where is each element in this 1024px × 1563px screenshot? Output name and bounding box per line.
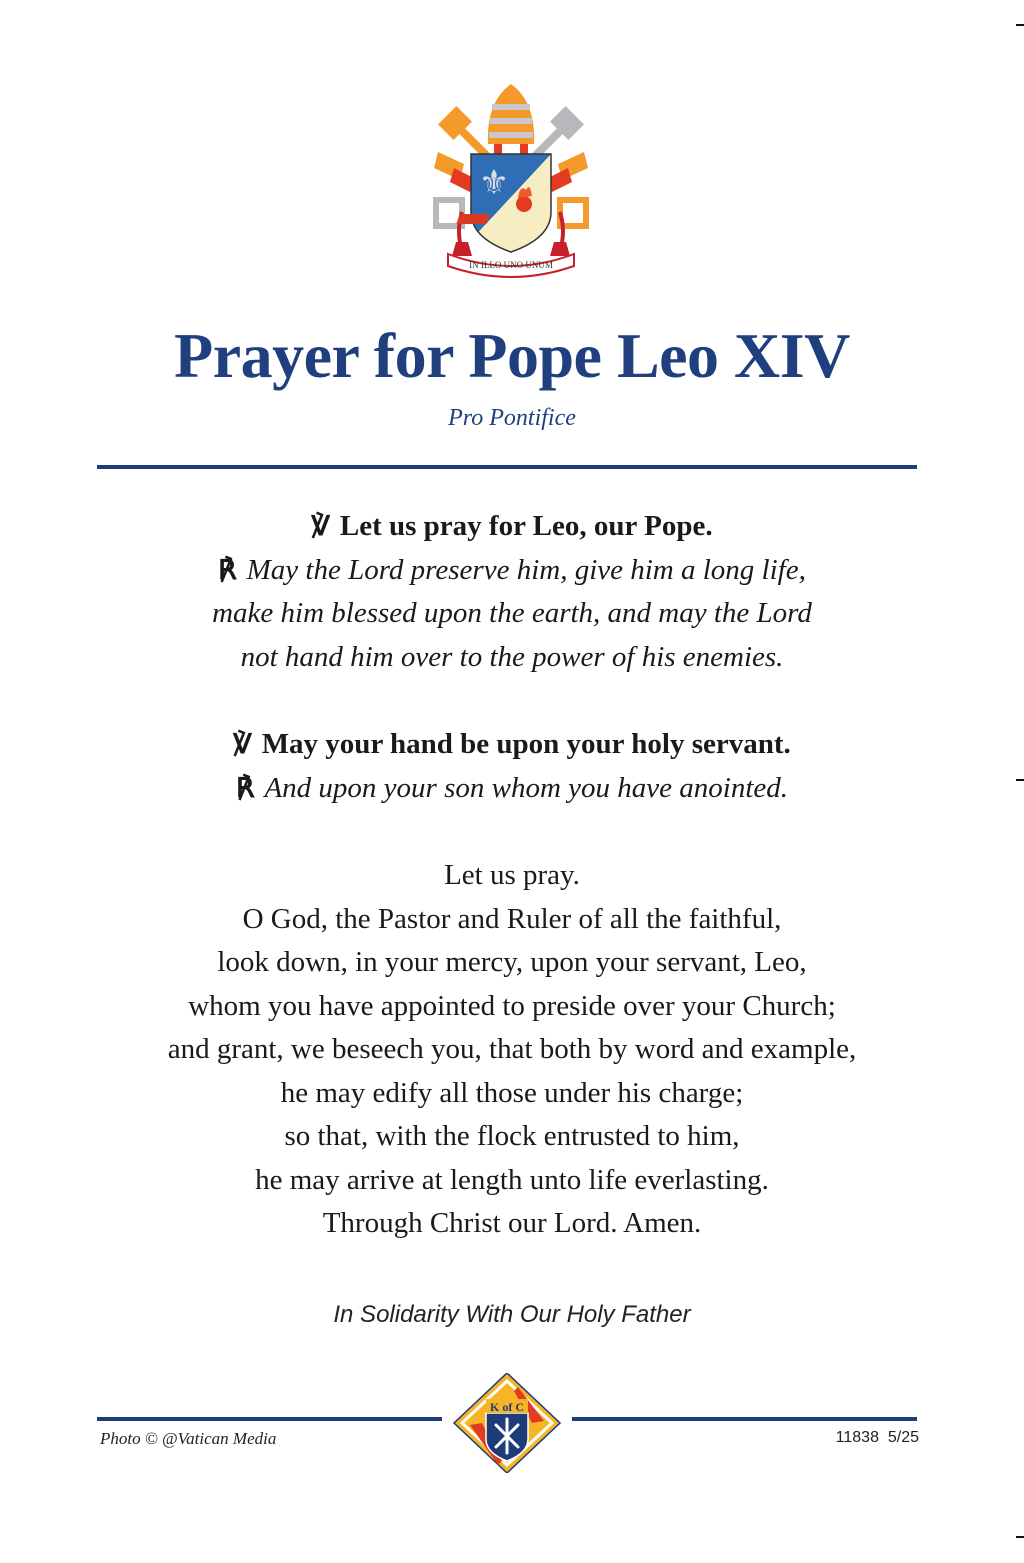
svg-text:⚜: ⚜ — [478, 163, 510, 203]
response-line — [60, 767, 964, 811]
oration-line: Let us pray. — [444, 859, 580, 891]
versicle-response-block-2 — [60, 723, 964, 810]
versicle-text: May your hand be upon your holy servant. — [261, 728, 791, 760]
crop-mark-top — [1016, 24, 1024, 26]
oration-line: whom you have appointed to preside over your Church; — [188, 989, 836, 1022]
versicle-symbol-icon: ℣ — [311, 511, 330, 541]
emblem-text: K of C — [490, 1400, 524, 1414]
page-subtitle: Pro Pontifice — [448, 405, 576, 431]
versicle-line — [60, 723, 964, 767]
solidarity-tagline: In Solidarity With Our Holy Father — [333, 1301, 691, 1328]
oration-line: O God, the Pastor and Ruler of all the faithful, — [242, 902, 782, 935]
versicle-text: Let us pray for Leo, our Pope. — [339, 510, 713, 542]
crop-mark-middle — [1016, 779, 1024, 781]
knights-of-columbus-emblem-icon — [452, 1373, 562, 1473]
response-line: make him blessed upon the earth, and may the Lord — [212, 597, 812, 629]
papal-coat-of-arms-icon — [428, 82, 594, 278]
versicle-response-block-1 — [60, 505, 964, 679]
response-line — [60, 549, 964, 593]
response-line: not hand him over to the power of his enemies. — [240, 640, 784, 673]
motto-text: IN ILLO UNO UNUM — [469, 260, 553, 270]
footer-divider-left — [97, 1417, 442, 1421]
photo-credit: Photo © @Vatican Media — [100, 1429, 277, 1448]
oration-line: he may edify all those under his charge; — [280, 1076, 744, 1109]
oration-line: so that, with the flock entrusted to him, — [284, 1120, 740, 1152]
page-title: Prayer for Pope Leo XIV — [174, 320, 850, 391]
response-symbol-icon: ℟ — [218, 554, 237, 585]
oration-line: he may arrive at length unto life everlasting. — [255, 1163, 769, 1196]
oration-line: look down, in your mercy, upon your servant, Leo, — [217, 946, 807, 978]
versicle-line — [60, 505, 964, 549]
oration-block — [60, 854, 964, 1246]
header-divider — [97, 465, 917, 469]
response-text: And upon your son whom you have anointed. — [264, 771, 789, 804]
oration-line: Through Christ our Lord. Amen. — [322, 1207, 702, 1239]
response-text: May the Lord preserve him, give him a long life, — [246, 553, 806, 586]
footer-divider-right — [572, 1417, 917, 1421]
oration-line: and grant, we beseech you, that both by word and example, — [167, 1033, 857, 1065]
response-symbol-icon: ℟ — [235, 772, 255, 803]
versicle-symbol-icon: ℣ — [233, 729, 252, 759]
item-code: 11838 5/25 — [835, 1429, 919, 1446]
crop-mark-bottom — [1016, 1536, 1024, 1538]
